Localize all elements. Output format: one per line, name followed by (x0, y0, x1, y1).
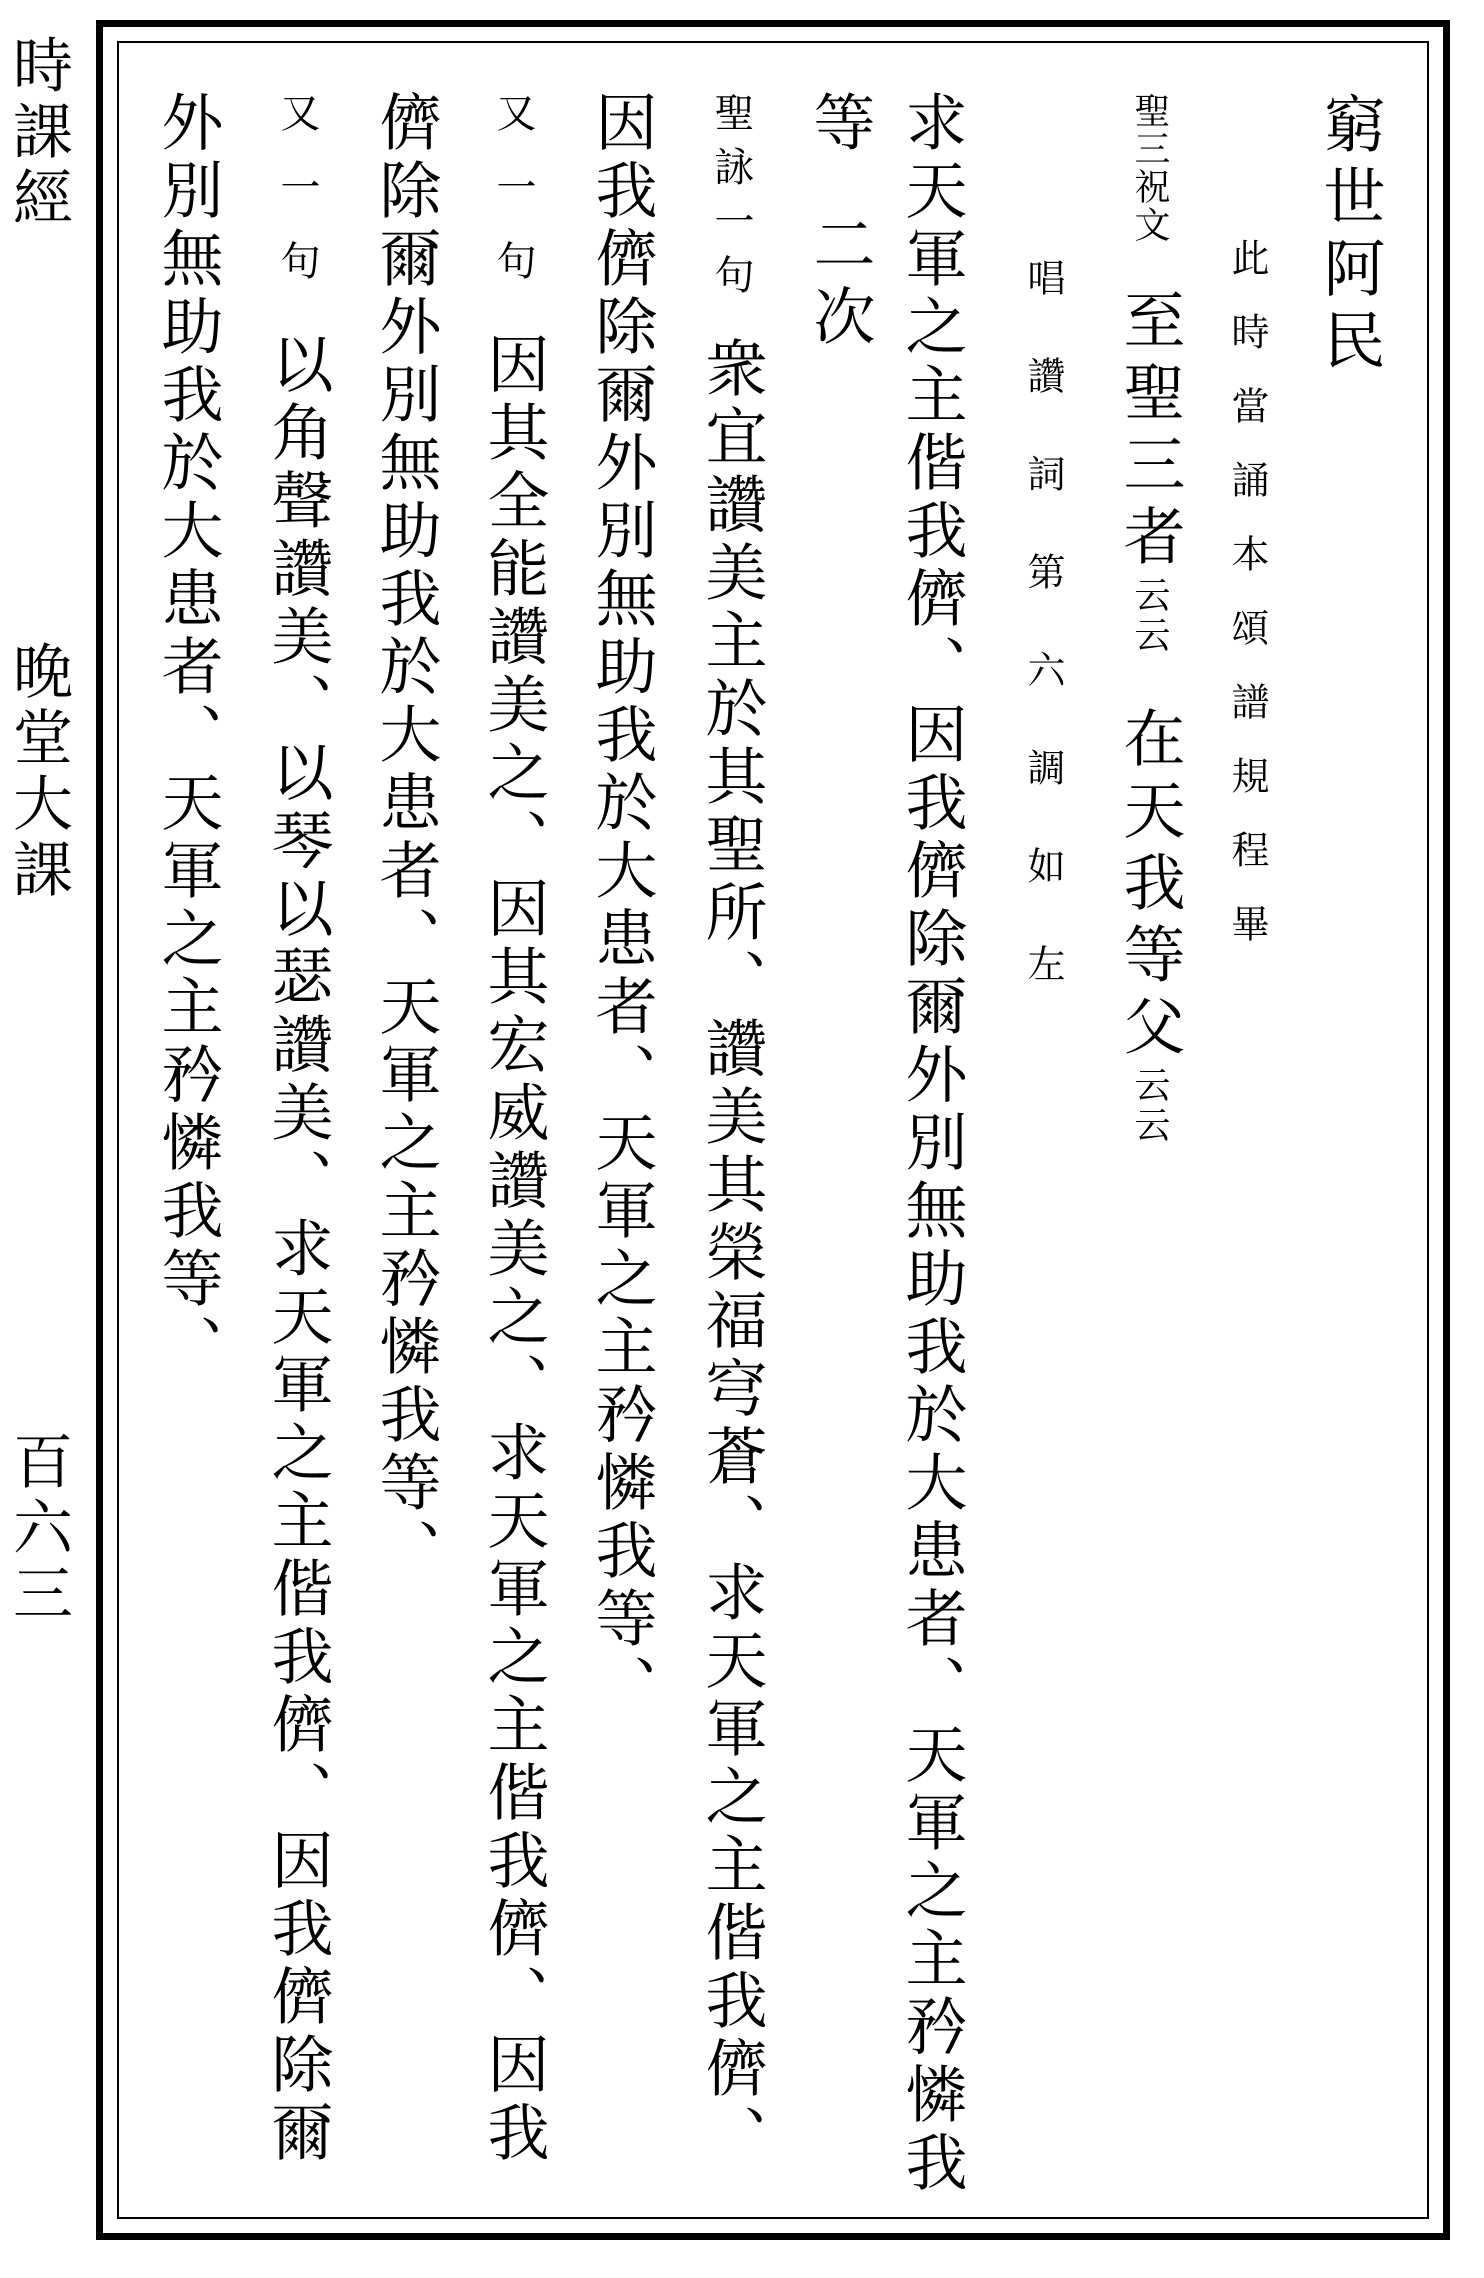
column-11-label: 又一句 (274, 92, 320, 314)
column-9-text: 因其全能讚美之、因其宏威讚美之、求天軍之主偕我儕、因我 (477, 332, 550, 2168)
column-6-word: 等 (803, 90, 876, 162)
column-7-text: 衆宜讚美主於其聖所、讚美其榮福穹蒼、求天軍之主偕我儕、 (695, 336, 768, 2172)
book-title: 時課經 (3, 34, 73, 232)
column-6-text (803, 90, 876, 356)
column-11-verse (261, 92, 334, 2168)
column-3-label: 聖三祝文 (1129, 92, 1170, 244)
column-9-verse (477, 92, 550, 2168)
column-9-label: 又一句 (490, 92, 536, 314)
column-1-heading: 窮世阿民 (1313, 92, 1386, 380)
column-11-text: 以角聲讚美、以琴以瑟讚美、求天軍之主偕我儕、因我儕除爾 (261, 332, 334, 2168)
column-10-text: 儕除爾外別無助我於大患者、天軍之主矜憐我等、 (369, 90, 442, 1586)
column-2-rubric: 此時當誦本頌譜規程畢 (1225, 238, 1269, 978)
page-number: 百六三 (3, 1430, 73, 1628)
column-7-label: 聖詠一句 (708, 92, 754, 308)
column-3-note-a: 云云 (1129, 576, 1170, 656)
column-3-text-b: 在天我等父 (1113, 706, 1186, 1066)
column-12-text: 外別無助我於大患者、天軍之主矜憐我等、 (151, 90, 224, 1382)
column-8-text: 因我儕除爾外別無助我於大患者、天軍之主矜憐我等、 (585, 90, 658, 1722)
section-title: 晚堂大課 (3, 640, 73, 904)
column-5-text: 求天軍之主偕我儕、因我儕除爾外別無助我於大患者、天軍之主矜憐我 (895, 90, 968, 2198)
column-4-rubric: 唱讚詞第六調如左 (1021, 258, 1065, 1042)
column-3-prayers (1113, 92, 1186, 1146)
column-6-note: 二次 (803, 212, 876, 356)
column-3-note-b: 云云 (1129, 1066, 1170, 1146)
column-7-psalm (695, 92, 768, 2172)
column-3-text-a: 至聖三者 (1113, 288, 1186, 576)
